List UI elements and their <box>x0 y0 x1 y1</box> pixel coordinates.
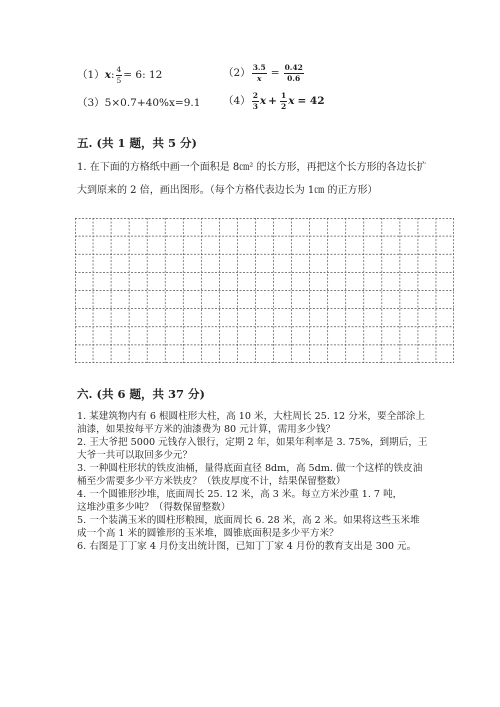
equation-4-fraction-1 <box>252 92 259 110</box>
section-6-questions <box>77 410 428 553</box>
equation-4-plus: + <box>268 95 277 107</box>
equation-2-equals: = <box>270 67 280 79</box>
question-6-line-1: 6. 右图是丁丁家 4 月份支出统计图，已知丁丁家 4 月份的教育支出是 300 元。 <box>77 541 417 552</box>
equation-4-fraction-2-denominator: 2 <box>280 101 287 111</box>
question-1-line-1: 1. 某建筑物内有 6 根圆柱形大柱，高 10 米，大柱周长 25. 12 分米，要全部涂上 <box>77 411 425 422</box>
question-4-line-2: 这堆沙重多少吨？（得数保留整数） <box>77 502 231 513</box>
equation-4 <box>223 92 325 110</box>
equation-4-label: （4） <box>223 95 251 107</box>
section-6-title: 六. (共 6 题，共 37 分) <box>77 387 205 401</box>
equation-1-colon: : <box>110 69 115 81</box>
equation-2 <box>223 64 305 82</box>
equation-1-fraction <box>116 66 123 84</box>
question-2-line-1: 2. 王大爷把 5000 元钱存入银行，定期 2 年，如果年利率是 3. 75%，到期后，王 <box>77 437 428 448</box>
section-5-title: 五. (共 1 题，共 5 分) <box>77 136 197 150</box>
question-3-line-2: 桶至少需要多少平方米铁皮？（铁皮厚度不计，结果保留整数） <box>77 476 346 487</box>
equation-1 <box>77 66 162 84</box>
question-1-line-2: 油漆，如果按每平方米的油漆费为 80 元计算，需用多少钱？ <box>77 424 336 435</box>
equation-1-rhs: = 6: 12 <box>123 69 163 81</box>
equation-2-left-fraction <box>252 64 267 82</box>
equation-2-right-denominator: 0.6 <box>287 73 301 83</box>
equation-3: （3）5×0.7+40%x=9.1 <box>77 97 201 109</box>
question-5-line-1: 5. 一个装满玉米的圆柱形粮囤，底面周长 6. 28 米，高 2 米。如果将这些玉米堆 <box>77 515 420 526</box>
equation-2-left-numerator: 3.5 <box>252 63 266 72</box>
question-5-line-2: 成一个高 1 米的圆锥形的玉米堆，圆锥底面积是多少平方米？ <box>77 528 339 539</box>
equation-4-fraction-1-numerator: 2 <box>252 91 258 100</box>
section-5-question-1-line-2: 大到原来的 2 倍，画出图形。（每个方格代表边长为 1㎝ 的正方形） <box>77 185 378 196</box>
equation-2-left-denominator: x <box>256 73 262 83</box>
equation-1-label: （1） <box>77 69 105 81</box>
equation-2-label: （2） <box>223 67 251 79</box>
equation-4-variable-2: x <box>288 95 295 107</box>
equation-2-right-fraction <box>284 64 304 82</box>
equation-1-fraction-denominator: 5 <box>116 75 122 85</box>
equation-4-fraction-2-numerator: 1 <box>280 91 287 100</box>
question-2-line-2: 大爷一共可以取回多少元？ <box>77 450 193 461</box>
square-grid <box>75 218 454 363</box>
equation-4-variable-1: x <box>259 95 267 107</box>
equation-1-variable: x <box>104 69 111 81</box>
equation-1-fraction-numerator: 4 <box>116 65 122 74</box>
equation-2-right-numerator: 0.42 <box>284 63 303 72</box>
question-3-line-1: 3. 一种圆柱形状的铁皮油桶，量得底面直径 8dm，高 5dm. 做一个这样的铁皮油 <box>77 463 423 474</box>
question-4-line-1: 4. 一个圆锥形沙堆，底面周长 25. 12 米，高 3 米。每立方米沙重 1. 7 吨， <box>77 489 403 500</box>
section-5-question-1-line-1: 1. 在下面的方格纸中画一个面积是 8㎝² 的长方形，再把这个长方形的各边长扩 <box>77 162 427 173</box>
equation-4-fraction-2 <box>280 92 287 110</box>
equation-4-rhs: = 42 <box>297 95 325 107</box>
equation-4-fraction-1-denominator: 3 <box>252 101 258 111</box>
